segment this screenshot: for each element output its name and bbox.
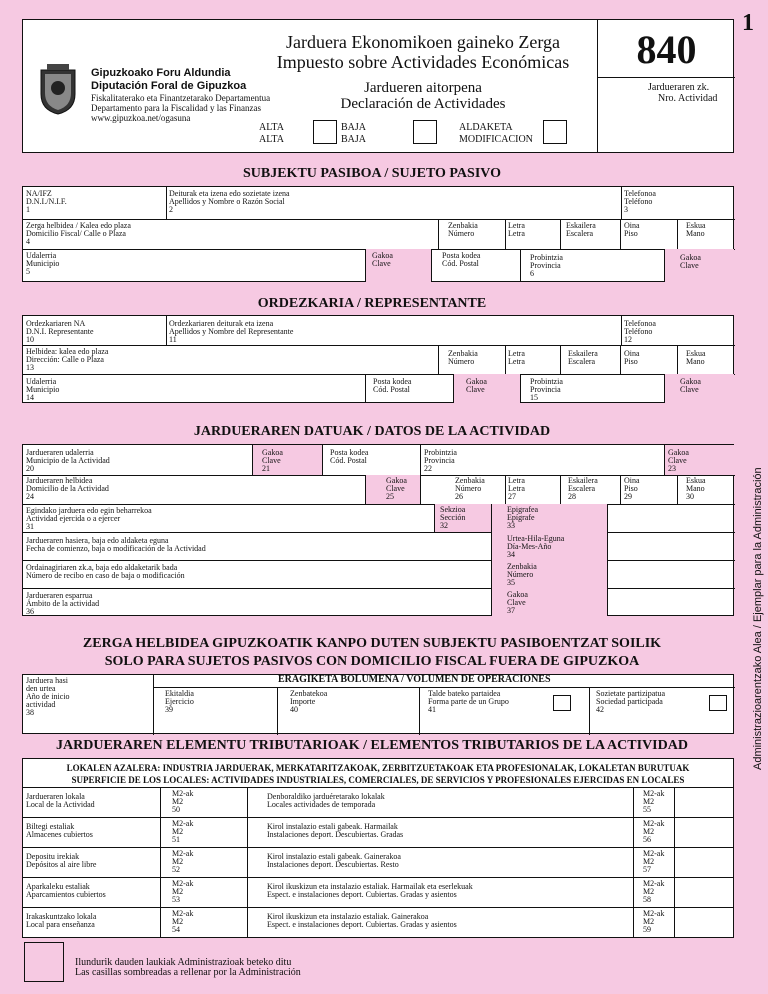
label-22-eu: Probintzia [424, 448, 457, 457]
label-34-es: Día-Mes-Año [507, 542, 552, 551]
baja-label-es: BAJA [341, 134, 367, 145]
alta-label-eu: ALTA [259, 122, 284, 133]
org-name-es: Diputación Foral de Gipuzkoa [91, 80, 247, 92]
row-label-eu: Aparkaleku estaliak [26, 882, 90, 891]
label-24-num: 24 [26, 492, 34, 501]
row-unit-eu: M2-ak [172, 909, 194, 918]
label-4-es: Domicilio Fiscal/ Calle o Plaza [26, 229, 126, 238]
row-number-right: 58 [643, 895, 651, 904]
label-13-num: 13 [26, 363, 34, 372]
label-41-eu: Talde bateko partaidea [428, 689, 501, 698]
label-22-es: Provincia [424, 456, 455, 465]
row-unit-es: M2 [172, 857, 184, 866]
row-number: 51 [172, 835, 180, 844]
label-25-eu: Gakoa [386, 476, 407, 485]
row-number-right: 59 [643, 925, 651, 934]
label-numero-eu: Zenbakia [448, 221, 478, 230]
rep-label-numero-es: Número [448, 357, 475, 366]
label-23-eu: Gakoa [668, 448, 689, 457]
label-fecha-eu: Jardueraren hasiera, baja edo aldaketa eguna [26, 536, 169, 545]
label-31-eu: Egindako jarduera edo egin beharrekoa [26, 506, 152, 515]
rep-label-escalera-es: Escalera [568, 357, 596, 366]
modificacion-checkbox[interactable] [543, 120, 567, 144]
label-40-eu: Zenbatekoa [290, 689, 328, 698]
rep-label-piso-eu: Oina [624, 349, 640, 358]
form-number: 840 [636, 27, 697, 72]
row-label-right-eu: Kirol ikuskizun eta instalazio estaliak. Harmailak eta eserlekuak [267, 882, 473, 891]
label-4-num: 4 [26, 237, 30, 246]
label-34-num: 34 [507, 550, 515, 559]
activity-number-label-eu: Jardueraren zk. [648, 82, 710, 93]
section-title-representante: ORDEZKARIA / REPRESENTANTE [257, 296, 487, 311]
label-39-num: 39 [165, 705, 173, 714]
row-label-eu: Irakaskuntzako lokala [26, 912, 97, 921]
label-15-num: 15 [530, 393, 538, 402]
label-26-es: Número [455, 484, 482, 493]
row-label-right-eu: Denboraldiko jarduéretarako lokalak [267, 792, 385, 801]
label-piso-es: Piso [624, 229, 638, 238]
form-number-box [597, 20, 734, 153]
label-37-eu: Gakoa [507, 590, 528, 599]
row-label-es: Aparcamientos cubiertos [26, 890, 106, 899]
label-39-eu: Ekitaldia [165, 689, 194, 698]
section-title-fuera-2: SOLO PARA SUJETOS PASIVOS CON DOMICILIO FISCAL FUERA DE GIPUZKOA [104, 654, 640, 669]
modificacion-label-eu: ALDAKETA [459, 122, 513, 133]
label-32-es: Sección [440, 513, 466, 522]
rep-label-clave2-es: Clave [680, 385, 699, 394]
label-cp-eu: Posta kodea [442, 251, 481, 260]
grupo-checkbox[interactable] [553, 695, 571, 711]
label-12-num: 12 [624, 335, 632, 344]
label-6-num: 6 [530, 269, 534, 278]
label-escalera-eu: Eskailera [566, 221, 596, 230]
label-28-eu: Eskailera [568, 476, 598, 485]
row-label-es: Local para enseñanza [26, 920, 95, 929]
label-41-num: 41 [428, 705, 436, 714]
label-29-num: 29 [624, 492, 632, 501]
row-unit-right-eu: M2-ak [643, 879, 665, 888]
label-40-es: Importe [290, 697, 316, 706]
row-number-right: 57 [643, 865, 651, 874]
label-clave-es: Clave [372, 259, 391, 268]
row-number: 54 [172, 925, 180, 934]
label-20-es: Municipio de la Actividad [26, 456, 110, 465]
rep-label-letra-eu: Letra [508, 349, 525, 358]
label-26-eu: Zenbakia [455, 476, 485, 485]
form-subtitle-es: Declaración de Actividades [340, 96, 506, 112]
form-title-eu: Jarduera Ekonomikoen gaineko Zerga [285, 32, 561, 52]
label-42-num: 42 [596, 705, 604, 714]
label-clave2-es: Clave [680, 261, 699, 270]
label-piso-eu: Oina [624, 221, 640, 230]
label-5-eu: Udalerria [26, 251, 57, 260]
label-4-eu: Zerga helbidea / Kalea edo plaza [26, 221, 131, 230]
label-escalera-es: Escalera [566, 229, 594, 238]
label-5-num: 5 [26, 267, 30, 276]
rep-label-letra-es: Letra [508, 357, 525, 366]
row-unit-right-eu: M2-ak [643, 849, 665, 858]
table-row [22, 787, 734, 817]
label-38-4: actividad [26, 700, 56, 709]
row-unit-right-es: M2 [643, 797, 655, 806]
rep-label-piso-es: Piso [624, 357, 638, 366]
elementos-subtitle-1: LOKALEN AZALERA: INDUSTRIA JARDUERAK, MERKATARITZAKOAK, ZERBITZUETAKOAK ETA PROFESIONALAK, LOKALETAN BURUTUAK [66, 763, 690, 773]
table-row [22, 847, 734, 877]
footer-shaded-sample [24, 942, 64, 982]
rep-label-clave-es: Clave [466, 385, 485, 394]
row-unit-eu: M2-ak [172, 879, 194, 888]
label-letra-eu: Letra [508, 221, 525, 230]
row-label-right-es: Espect. e instalaciones deport. Cubiertas. Gradas y asientos [267, 920, 457, 929]
label-1-eu: NA/IFZ [26, 189, 52, 198]
actividad-box [22, 444, 734, 616]
label-10-eu: Ordezkariaren NA [26, 319, 86, 328]
label-27-eu: Letra [508, 476, 525, 485]
alta-label-es: ALTA [259, 134, 284, 145]
label-23-es: Clave [668, 456, 687, 465]
row-unit-eu: M2-ak [172, 849, 194, 858]
label-24-eu: Jardueraren helbidea [26, 476, 93, 485]
table-row [22, 907, 734, 937]
label-2-num: 2 [169, 205, 173, 214]
table-row [22, 877, 734, 907]
table-row [22, 817, 734, 847]
label-35-es: Número [507, 570, 534, 579]
label-12-eu: Telefonoa [624, 319, 656, 328]
act-label-cp-eu: Posta kodea [330, 448, 369, 457]
row-label-right-es: Instalaciones deport. Descubiertas. Gradas [267, 830, 404, 839]
modificacion-label-es: MODIFICACION [459, 134, 533, 145]
label-21-num: 21 [262, 464, 270, 473]
label-21-es: Clave [262, 456, 281, 465]
label-29-eu: Oina [624, 476, 640, 485]
rep-label-cp-eu: Posta kodea [373, 377, 412, 386]
label-fecha-es: Fecha de comienzo, baja o modificación de la Actividad [26, 544, 206, 553]
label-3-eu: Telefonoa [624, 189, 656, 198]
label-29-es: Piso [624, 484, 638, 493]
label-1-es: D.N.I./N.I.F. [26, 197, 67, 206]
label-30-num: 30 [686, 492, 694, 501]
label-36-eu: Jardueraren esparrua [26, 591, 93, 600]
label-10-es: D.N.I. Representante [26, 327, 94, 336]
row-number: 50 [172, 805, 180, 814]
row-label-right-es: Espect. e instalaciones deport. Cubiertas. Gradas y asientos [267, 890, 457, 899]
label-30-es: Mano [686, 484, 705, 493]
website: www.gipuzkoa.net/ogasuna [91, 113, 191, 123]
row-unit-es: M2 [172, 797, 184, 806]
label-28-es: Escalera [568, 484, 596, 493]
label-15-eu: Probintzia [530, 377, 563, 386]
label-3-num: 3 [624, 205, 628, 214]
label-2-es: Apellidos y Nombre o Razón Social [169, 197, 285, 206]
row-unit-es: M2 [172, 917, 184, 926]
label-24-es: Domicilio de la Actividad [26, 484, 109, 493]
label-12-es: Teléfono [624, 327, 653, 336]
activity-number-label-es: Nro. Actividad [658, 93, 718, 104]
label-5-es: Municipio [26, 259, 60, 268]
label-31-num: 31 [26, 522, 34, 531]
label-27-es: Letra [508, 484, 525, 493]
org-name-eu: Gipuzkoako Foru Aldundia [91, 67, 231, 79]
row-number: 52 [172, 865, 180, 874]
label-14-es: Municipio [26, 385, 60, 394]
row-unit-es: M2 [172, 887, 184, 896]
label-20-num: 20 [26, 464, 34, 473]
label-letra-es: Letra [508, 229, 525, 238]
label-28-num: 28 [568, 492, 576, 501]
label-20-eu: Jardueraren udalerria [26, 448, 94, 457]
label-36-es: Ámbito de la actividad [26, 599, 100, 608]
label-33-num: 33 [507, 521, 515, 530]
rep-label-cp-es: Cód. Postal [373, 385, 410, 394]
form-title-es: Impuesto sobre Actividades Económicas [276, 52, 570, 72]
row-label-eu: Jardueraren lokala [26, 792, 85, 801]
row-unit-right-es: M2 [643, 827, 655, 836]
footer-note-es: Las casillas sombreadas a rellenar por la Administración [75, 967, 301, 978]
row-unit-eu: M2-ak [172, 819, 194, 828]
label-15-es: Provincia [530, 385, 561, 394]
footer-note-eu: Ilundurik dauden laukiak Administrazioak beteko ditu [75, 957, 292, 968]
row-label-eu: Depositu irekiak [26, 852, 80, 861]
section-title-fuera-1: ZERGA HELBIDEA GIPUZKOATIK KANPO DUTEN SUBJEKTU PASIBOENTZAT SOILIK [82, 636, 662, 651]
label-3-es: Teléfono [624, 197, 653, 206]
section-title-sujeto: SUBJEKTU PASIBOA / SUJETO PASIVO [242, 166, 501, 181]
row-label-es: Almacenes cubiertos [26, 830, 93, 839]
label-32-eu: Sekzioa [440, 505, 466, 514]
dept-es: Departamento para la Fiscalidad y las Finanzas [91, 103, 261, 113]
label-clave2-eu: Gakoa [680, 253, 701, 262]
section-title-elementos: JARDUERAREN ELEMENTU TRIBUTARIOAK / ELEMENTOS TRIBUTARIOS DE LA ACTIVIDAD [56, 738, 688, 753]
act-label-cp-es: Cód. Postal [330, 456, 367, 465]
sociedad-participada-checkbox[interactable] [709, 695, 727, 711]
label-35-num: 35 [507, 578, 515, 587]
label-38-3: Año de inicio [26, 692, 70, 701]
row-number: 53 [172, 895, 180, 904]
label-42-es: Sociedad participada [596, 697, 663, 706]
row-label-right-eu: Kirol instalazio estali gabeak. Gainerakoa [267, 852, 401, 861]
row-label-right-es: Instalaciones deport. Descubiertas. Resto [267, 860, 399, 869]
label-22-num: 22 [424, 464, 432, 473]
label-25-num: 25 [386, 492, 394, 501]
header-box [22, 19, 734, 153]
label-40-num: 40 [290, 705, 298, 714]
label-36-num: 36 [26, 607, 34, 616]
label-14-num: 14 [26, 393, 34, 402]
side-copy-text: Administrazioarentzako Alea / Ejemplar para la Administración [752, 467, 764, 770]
form-subtitle-eu: Jardueren aitorpena [364, 80, 482, 96]
label-42-eu: Sozietate partizipatua [596, 689, 666, 698]
label-1-num: 1 [26, 205, 30, 214]
label-37-num: 37 [507, 606, 515, 615]
label-37-es: Clave [507, 598, 526, 607]
row-label-es: Depósitos al aire libre [26, 860, 97, 869]
label-27-num: 27 [508, 492, 516, 501]
label-recibo-es: Número de recibo en caso de baja o modificación [26, 571, 185, 580]
label-14-eu: Udalerria [26, 377, 57, 386]
row-unit-right-eu: M2-ak [643, 909, 665, 918]
rep-label-numero-eu: Zenbakia [448, 349, 478, 358]
label-38-2: den urtea [26, 684, 56, 693]
label-33-es: Epígrafe [507, 513, 535, 522]
label-30-eu: Eskua [686, 476, 706, 485]
label-10-num: 10 [26, 335, 34, 344]
label-26-num: 26 [455, 492, 463, 501]
row-unit-right-eu: M2-ak [643, 819, 665, 828]
baja-checkbox[interactable] [413, 120, 437, 144]
label-21-eu: Gakoa [262, 448, 283, 457]
row-unit-right-es: M2 [643, 917, 655, 926]
baja-label-eu: BAJA [341, 122, 367, 133]
row-label-right-es: Locales actividades de temporada [267, 800, 376, 809]
row-unit-right-es: M2 [643, 857, 655, 866]
row-number-right: 56 [643, 835, 651, 844]
page-number: 1 [742, 10, 754, 36]
label-13-eu: Helbidea: kalea edo plaza [26, 347, 109, 356]
row-label-eu: Biltegi estaliak [26, 822, 75, 831]
label-34-eu: Urtea-Hila-Eguna [507, 534, 565, 543]
label-clave-eu: Gakoa [372, 251, 393, 260]
coat-of-arms-logo [37, 64, 79, 116]
alta-checkbox[interactable] [313, 120, 337, 144]
rep-label-escalera-eu: Eskailera [568, 349, 598, 358]
section-title-actividad: JARDUERAREN DATUAK / DATOS DE LA ACTIVIDAD [193, 424, 551, 439]
row-unit-eu: M2-ak [172, 789, 194, 798]
label-32-num: 32 [440, 521, 448, 530]
label-6-eu: Probintzia [530, 253, 563, 262]
label-35-eu: Zenbakia [507, 562, 537, 571]
label-numero-es: Número [448, 229, 475, 238]
label-11-num: 11 [169, 335, 177, 344]
label-25-es: Clave [386, 484, 405, 493]
row-unit-es: M2 [172, 827, 184, 836]
rep-label-clave-eu: Gakoa [466, 377, 487, 386]
label-recibo-eu: Ordainagiriaren zk.a, baja edo aldaketarik bada [26, 563, 178, 572]
dept-eu: Fiskalitaterako eta Finantzetarako Departamentua [91, 93, 271, 103]
label-2-eu: Deiturak eta izena edo sozietate izena [169, 189, 290, 198]
label-13-es: Dirección: Calle o Plaza [26, 355, 104, 364]
label-31-es: Actividad ejercida o a ejercer [26, 514, 121, 523]
label-cp-es: Cód. Postal [442, 259, 479, 268]
label-38-1: Jarduera hasi [26, 676, 68, 685]
elementos-subtitle-2: SUPERFICIE DE LOS LOCALES: ACTIVIDADES INDUSTRIALES, COMERCIALES, DE SERVICIOS Y PROFESIONALES EJERCIDAS EN LOCALES [71, 775, 685, 785]
volumen-title: ERAGIKETA BOLUMENA / VOLUMEN DE OPERACIONES [278, 674, 551, 685]
row-label-es: Local de la Actividad [26, 800, 95, 809]
row-number-right: 55 [643, 805, 651, 814]
rep-label-clave2-eu: Gakoa [680, 377, 701, 386]
rep-label-mano-eu: Eskua [686, 349, 706, 358]
row-label-right-eu: Kirol instalazio estali gabeak. Harmailak [267, 822, 398, 831]
label-11-eu: Ordezkariaren deiturak eta izena [169, 319, 274, 328]
row-unit-right-es: M2 [643, 887, 655, 896]
label-6-es: Provincia [530, 261, 561, 270]
label-33-eu: Epigrafea [507, 505, 539, 514]
label-38-num: 38 [26, 708, 34, 717]
label-mano-es: Mano [686, 229, 705, 238]
row-unit-right-eu: M2-ak [643, 789, 665, 798]
label-41-es: Forma parte de un Grupo [428, 697, 509, 706]
label-11-es: Apellidos y Nombre del Representante [169, 327, 294, 336]
row-label-right-eu: Kirol ikuskizun eta instalazio estaliak. Gainerakoa [267, 912, 429, 921]
label-mano-eu: Eskua [686, 221, 706, 230]
rep-label-mano-es: Mano [686, 357, 705, 366]
label-23-num: 23 [668, 464, 676, 473]
label-39-es: Ejercicio [165, 697, 194, 706]
